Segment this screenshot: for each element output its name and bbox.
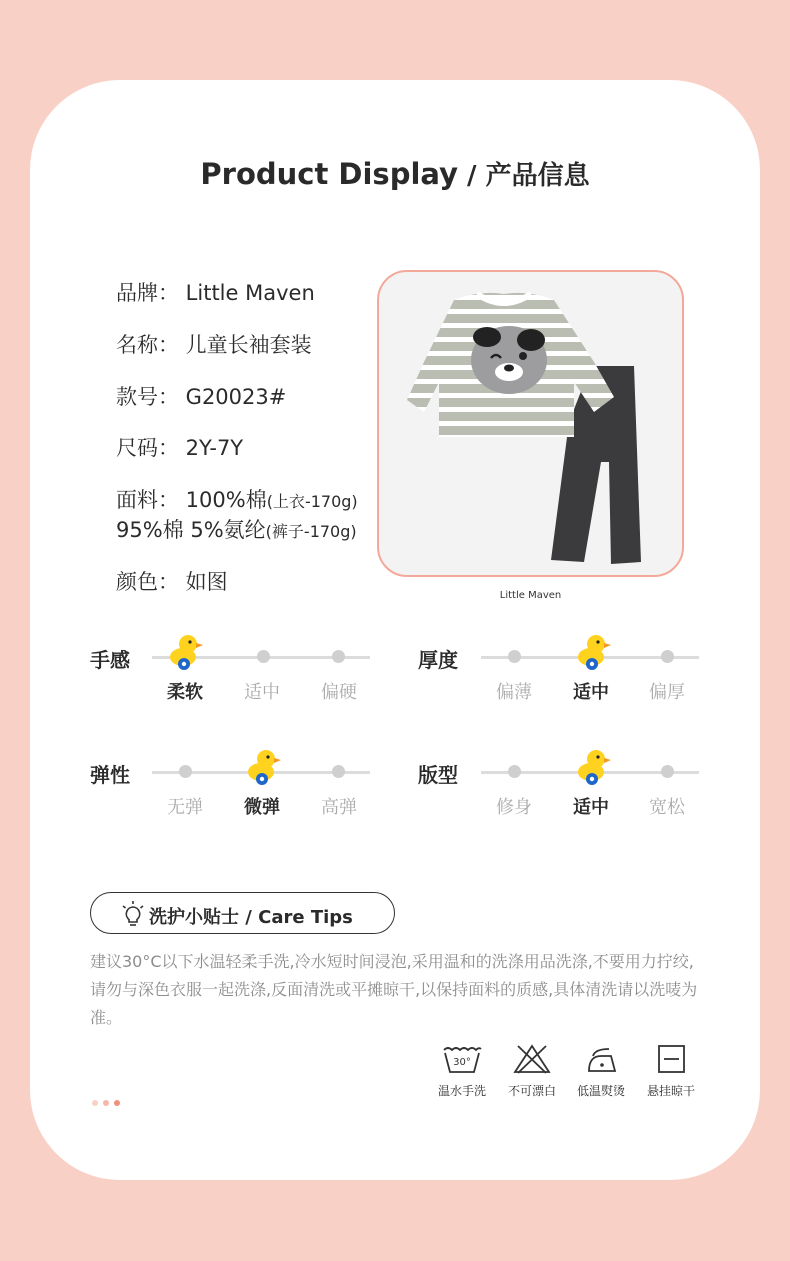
fabric-note-1: (上衣-170g) — [266, 492, 358, 511]
hang-dry-label: 悬挂晾干 — [646, 1084, 695, 1098]
option-elasticity-1: 微弹 — [244, 797, 280, 818]
option-elasticity-2: 高弹 — [321, 797, 357, 818]
care-instructions: 建议30°C以下水温轻柔手洗,冷水短时间浸泡,采用温和的洗涤用品洗涤,不要用力拧绞,请勿与深色衣服一起洗涤,反面清洗或平摊晾干,以保持面料的质感,具体清洗请以洗唛为准。 — [90, 952, 698, 1027]
option-fit-1: 适中 — [573, 797, 609, 818]
fabric-note-2: (裤子-170g) — [265, 522, 357, 541]
option-thickness-1: 适中 — [573, 682, 609, 703]
wash-30-icon — [427, 1044, 497, 1099]
care-tips-heading-text: 洗护小贴士 / Care Tips — [149, 907, 353, 928]
no-bleach-label: 不可漂白 — [507, 1084, 556, 1098]
page-title — [0, 155, 790, 192]
spec-fabric-1 — [116, 484, 358, 514]
outfit-illustration — [379, 272, 682, 575]
title-main: Product Display — [200, 157, 458, 191]
indicator-dot — [103, 1100, 109, 1106]
hang-dry-icon — [636, 1044, 706, 1099]
photo-caption: Little Maven — [499, 590, 562, 601]
option-fit-0: 修身 — [496, 797, 532, 818]
rating-dot — [508, 765, 521, 778]
indicator-dot — [114, 1100, 120, 1106]
low-iron-icon — [566, 1044, 636, 1099]
wash-temp-text: 30° — [453, 1057, 471, 1068]
option-elasticity-0: 无弹 — [167, 797, 203, 818]
rating-dot — [661, 650, 674, 663]
spec-size: 尺码： 2Y-7Y — [116, 436, 244, 460]
product-photo — [377, 270, 684, 577]
rating-dot — [257, 650, 270, 663]
rating-label-hand-feel: 手感 — [90, 648, 130, 672]
indicator-dot — [92, 1100, 98, 1106]
spec-fabric-2 — [116, 514, 357, 544]
title-sub: / 产品信息 — [457, 161, 590, 191]
option-thickness-0: 偏薄 — [496, 682, 532, 703]
rating-dot — [661, 765, 674, 778]
duck-marker-icon — [168, 632, 204, 672]
rating-dot — [508, 650, 521, 663]
option-thickness-2: 偏厚 — [649, 682, 685, 703]
spec-color: 颜色： 如图 — [116, 570, 228, 594]
option-fit-2: 宽松 — [649, 797, 685, 818]
spec-brand: 品牌： Little Maven — [116, 281, 315, 305]
rating-dot — [179, 765, 192, 778]
lightbulb-icon — [121, 901, 145, 927]
option-hand-feel-1: 适中 — [244, 682, 280, 703]
low-iron-label: 低温熨烫 — [576, 1084, 625, 1098]
page-indicator — [92, 1091, 125, 1110]
no-bleach-icon — [497, 1044, 567, 1099]
duck-marker-icon — [576, 747, 612, 787]
rating-dot — [332, 765, 345, 778]
rating-label-thickness: 厚度 — [418, 648, 458, 672]
rating-dot — [332, 650, 345, 663]
rating-label-elasticity: 弹性 — [90, 763, 130, 787]
rating-label-fit: 版型 — [418, 763, 458, 787]
fabric-main-2: 95%棉 5%氨纶 — [116, 518, 266, 542]
spec-style-no: 款号： G20023# — [116, 385, 287, 409]
option-hand-feel-0: 柔软 — [167, 682, 203, 703]
duck-marker-icon — [576, 632, 612, 672]
duck-marker-icon — [246, 747, 282, 787]
fabric-main-1: 面料： 100%棉 — [116, 488, 267, 512]
spec-name: 名称： 儿童长袖套装 — [116, 333, 312, 357]
wash-label: 温水手洗 — [437, 1084, 486, 1098]
option-hand-feel-2: 偏硬 — [321, 682, 357, 703]
care-tips-heading — [90, 892, 395, 934]
